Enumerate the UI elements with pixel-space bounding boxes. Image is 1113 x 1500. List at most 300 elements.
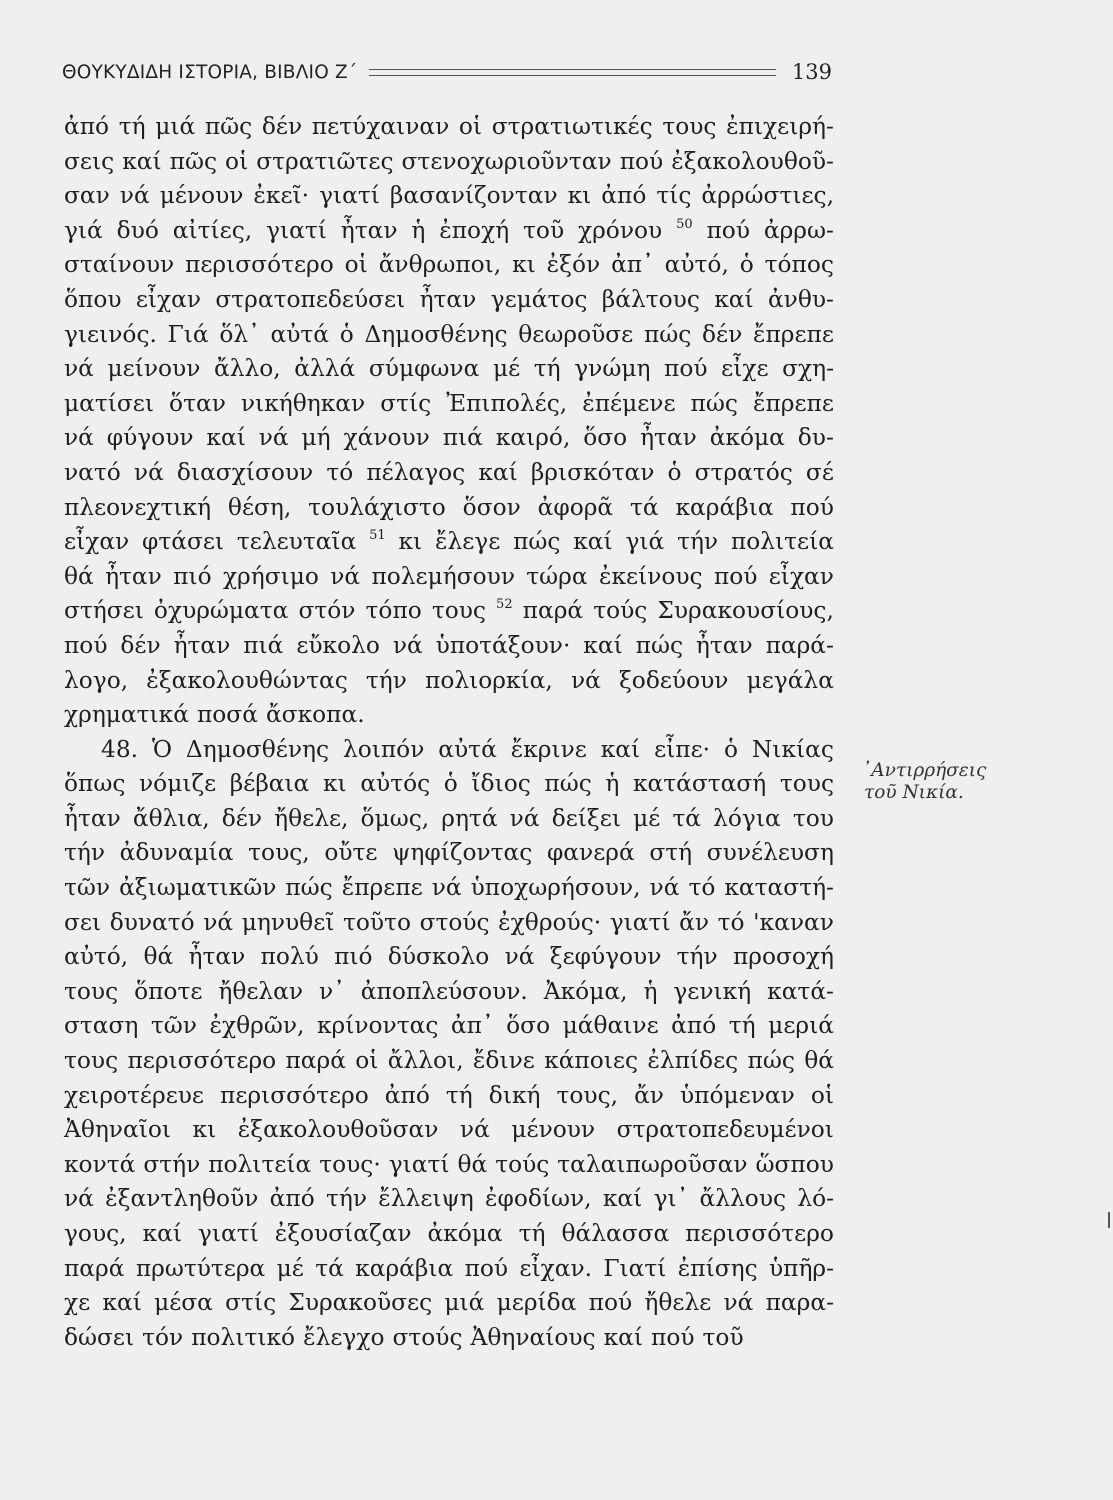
word: αὐτά [438, 735, 497, 763]
word: ἀφορᾶ [537, 493, 614, 521]
word: ἤθελε [644, 1289, 712, 1317]
word: μέσα [154, 1289, 213, 1317]
word: σαν [64, 182, 110, 210]
word: ἦταν [188, 943, 246, 971]
word: τους [431, 597, 486, 625]
word: ὅλ᾽ [219, 320, 260, 348]
word: νά [119, 182, 150, 210]
word: ἴδιος [471, 770, 531, 798]
word: αὐτός [360, 770, 431, 798]
text-line [64, 1182, 834, 1217]
word: τοῦ [702, 1323, 744, 1351]
word: ὅταν [169, 389, 226, 417]
word: τή [118, 113, 146, 140]
word: πού [713, 562, 758, 590]
word: γιατί [319, 182, 380, 210]
word: νά [570, 666, 601, 694]
word: ὅπου [64, 285, 122, 313]
word: μένουν [511, 1116, 596, 1144]
word: ἀπό [384, 1081, 430, 1109]
word: Ἀθηναῖοι [64, 1116, 171, 1144]
word: φανερά [546, 839, 635, 867]
word: νά [504, 943, 535, 971]
word: εἶχαν [64, 528, 130, 556]
word: ἀπό [269, 1185, 315, 1213]
word: τίς [656, 182, 692, 210]
word: οἱ [344, 251, 368, 279]
word: νά [258, 424, 289, 452]
word: χειροτέρευε [64, 1081, 204, 1109]
word: λοιπόν [342, 735, 425, 763]
word [676, 214, 693, 249]
word: ἔπρεπε [752, 320, 834, 348]
page-number: 139 [791, 60, 832, 84]
word: καί [600, 735, 641, 763]
word: μή [301, 424, 331, 452]
word: κρίνοντας [316, 1012, 439, 1040]
word: δική [488, 1081, 541, 1109]
word: γιεινός. [64, 320, 157, 348]
word: εἶχαν. [519, 1254, 593, 1282]
word: ἀρρω- [763, 216, 834, 244]
word: μεριά [768, 1012, 834, 1040]
word: μηνυθεῖ [241, 908, 335, 936]
word: μέ [492, 355, 521, 383]
running-head [62, 56, 832, 88]
word: ὅσο [583, 424, 628, 452]
text-line [64, 525, 834, 560]
word: πετύχαιναν [311, 113, 450, 140]
word: κάποιες [544, 1047, 639, 1075]
word: αὐτά [270, 320, 330, 348]
word: καταστή- [724, 874, 834, 902]
word: νικήθηκαν [240, 389, 366, 417]
text-line [64, 248, 834, 283]
word: μιά [444, 1289, 485, 1317]
word: οἱ [355, 1047, 379, 1075]
word: στούς [419, 908, 490, 936]
running-title: ΘΟΥΚΥΔΙΔΗ ΙΣΤΟΡΙΑ, ΒΙΒΛΙΟ Ζ΄ [62, 61, 358, 83]
word: τώρα [526, 562, 588, 590]
word: τόν [142, 1323, 184, 1351]
word: πού [651, 1323, 695, 1351]
word: θεωροῦσε [518, 320, 634, 348]
word: ἦταν [640, 424, 697, 452]
word: πολιορκία, [425, 666, 553, 694]
word: ρητά [441, 804, 498, 832]
word: ματίσει [64, 389, 155, 417]
word: τήν [64, 839, 106, 867]
word: τους, [556, 1081, 619, 1109]
word: 'καναν [753, 908, 834, 936]
text-line [64, 802, 834, 837]
word: πιό [173, 562, 212, 590]
word: τή [518, 1220, 546, 1247]
word: τά [315, 1254, 344, 1282]
word: δυνατό [109, 908, 195, 936]
word: αἰτίες, [172, 216, 253, 244]
word: ἀνθυ- [767, 285, 834, 313]
word: στενοχωριοῦνταν [401, 147, 612, 175]
word: ἡ [411, 216, 426, 244]
word: νά [431, 874, 462, 902]
word: ἐξακολουθοῦ- [671, 147, 834, 175]
word: μέ [276, 1254, 304, 1282]
word: πώς [635, 631, 683, 659]
word: ἐξαντληθοῦν [105, 1185, 259, 1213]
word: καιρό, [495, 424, 571, 452]
word: αὐτό, [664, 251, 729, 279]
word: ἐλπίδες [647, 1047, 739, 1075]
footnote-ref: 52 [496, 597, 513, 613]
word: γιά [625, 528, 665, 556]
word: νόμιζε [139, 770, 217, 798]
word: πολιτεία [730, 528, 834, 556]
text-line [64, 456, 834, 491]
word: του [792, 804, 834, 832]
word: σταίνουν [64, 251, 175, 279]
word: πού [790, 493, 834, 521]
word: πώς [513, 528, 561, 556]
word: ταλαιπωροῦσαν [557, 1150, 748, 1178]
word: νά [203, 908, 234, 936]
word: ὁ [723, 735, 739, 763]
word: ξεφύγουν [549, 943, 662, 971]
word: μάθαινε [562, 1012, 659, 1040]
word: τους [779, 770, 834, 798]
word: ἔπρεπε [341, 874, 423, 902]
word: ἐξακολουθοῦσαν [237, 1116, 439, 1144]
word: ὅσον [462, 493, 521, 521]
word: κοντά [64, 1150, 136, 1178]
word: δύσκολο [387, 943, 490, 971]
word: τόπος [764, 251, 834, 279]
word: νά [133, 458, 164, 486]
word: πιά [243, 631, 284, 659]
word: θά [143, 943, 174, 971]
word: Συρακουσίους, [657, 597, 834, 625]
word: στρατοπεδεύσει [215, 285, 406, 313]
word: παρά- [765, 631, 834, 659]
word: μένουν [159, 182, 244, 210]
word: χε [64, 1289, 91, 1317]
word: ὑποχωρήσουν, [470, 874, 641, 902]
word: ὑπῆρ- [768, 1254, 834, 1282]
text-line [64, 871, 834, 906]
word: ἄν [634, 1081, 664, 1109]
word: θέση, [227, 493, 292, 521]
word: πολύ [260, 943, 319, 971]
word: στήσει [64, 597, 144, 625]
text-line [64, 283, 834, 318]
word: καί [478, 458, 518, 486]
word: νά [64, 424, 94, 452]
word: Γιά [167, 320, 209, 348]
word: ἦταν [173, 631, 231, 659]
margin-note-line: ᾽Αντιρρήσεις [862, 760, 987, 781]
word: ἐχθρούς· [498, 908, 602, 936]
word: ὁ [339, 320, 354, 348]
text-line [64, 179, 834, 214]
word: τήν [365, 666, 407, 694]
word: λόγια [713, 804, 781, 832]
word: ἀκόμα [427, 1220, 503, 1247]
word: στίς [225, 1289, 277, 1317]
word: τήν [326, 1185, 368, 1213]
word: πού [64, 631, 108, 659]
word: σεις [64, 147, 115, 175]
word: ὁ [667, 458, 682, 486]
word: σχη- [782, 355, 834, 383]
word: τήν [676, 943, 718, 971]
word: στρατιωτικές [491, 113, 653, 140]
word: πολεμήσουν [371, 562, 515, 590]
word: στρατός [694, 458, 793, 486]
word: τους· [319, 1150, 381, 1178]
word: ἔλλειψη [378, 1185, 474, 1213]
word: στρατοπεδευμένοι [616, 1116, 834, 1144]
word: παρά [522, 597, 584, 625]
word: σει [64, 908, 102, 936]
text-line [64, 664, 834, 699]
text-line [64, 491, 834, 526]
word: τά [672, 804, 702, 832]
word: σταση [64, 1012, 139, 1040]
word: ἐχθρῶν, [209, 1012, 305, 1040]
word: τούς [495, 1150, 550, 1178]
word: ἦταν [340, 216, 398, 244]
word: γιατί [197, 1220, 259, 1247]
word: κατά- [767, 977, 834, 1005]
word: Νικίας [751, 735, 834, 763]
word: λογο, [64, 666, 129, 694]
word: ὅπως [64, 770, 126, 798]
word: Ἐπιπολές, [446, 389, 568, 417]
word: καί [573, 528, 613, 556]
word: ψηφίζοντας [392, 839, 533, 867]
word: καί [714, 285, 754, 313]
word: πρωτύτερα [135, 1254, 266, 1282]
word: στήν [143, 1150, 201, 1178]
word: περισσότερο [220, 1081, 369, 1109]
text-line [64, 1252, 834, 1287]
word: γενική [673, 977, 752, 1005]
word: τοῦ [523, 216, 565, 244]
word: πέλαγος [366, 458, 466, 486]
word: μιά [155, 113, 196, 140]
word: ἀπό [64, 113, 110, 140]
word: κι [192, 1116, 217, 1144]
word: ἐξόν [546, 251, 601, 279]
word: περισσότερο [127, 1047, 277, 1075]
word: ἐκεῖ· [253, 182, 310, 210]
word: βασανίζονταν [389, 182, 558, 210]
word: γνώμη [574, 355, 651, 383]
page-edge-mark [1108, 1212, 1110, 1228]
word: τή [533, 355, 561, 383]
word: χρηματικά [64, 701, 189, 729]
word: τουλάχιστο [308, 493, 446, 521]
word: πώς [747, 1047, 795, 1075]
word: παρα- [765, 1289, 834, 1317]
word: ἐπίσης [677, 1254, 758, 1282]
word: συνέλευση [706, 839, 834, 867]
word: ἀλλά [294, 355, 356, 383]
word: οἱ [458, 113, 483, 140]
word: ἄθλια, [132, 804, 210, 832]
word: νά [649, 874, 680, 902]
word: ὑπόμεναν [680, 1081, 795, 1109]
word: βάλτους [601, 285, 700, 313]
word: 48. [101, 735, 139, 763]
word: δέν [702, 320, 743, 348]
word: στούς [392, 1323, 463, 1351]
word: πώς [643, 320, 692, 348]
text-line [64, 560, 834, 595]
word: ἄν [679, 908, 710, 936]
word: εἶπε· [654, 735, 711, 763]
text-line [64, 318, 834, 353]
text-line [64, 352, 834, 387]
word: Συρακοῦσες [288, 1289, 433, 1317]
word: ὥσπου [755, 1150, 834, 1178]
word: εἶχαν [135, 285, 202, 313]
word: κι [323, 770, 347, 798]
word: πού [664, 355, 708, 383]
word: μέ [633, 804, 661, 832]
word: νά [723, 1289, 754, 1317]
word: ἦταν [695, 631, 753, 659]
word: ἀπό [601, 182, 647, 210]
word: διασχίσουν [176, 458, 314, 486]
word: νά [509, 804, 540, 832]
word: πού [464, 1254, 509, 1282]
word: πού [619, 147, 664, 175]
footnote-ref: 50 [676, 216, 693, 232]
word: ἔκρινε [510, 735, 587, 763]
word: καί [206, 424, 246, 452]
word: πῶς [169, 147, 218, 175]
word: δώσει [64, 1323, 135, 1351]
word: χάνουν [343, 424, 430, 452]
word: δέν [261, 113, 303, 140]
word: νά [330, 562, 361, 590]
word: Δημοσθένης [364, 320, 508, 348]
word: ἡ [605, 770, 620, 798]
word: οἱ [225, 147, 249, 175]
word: τους [662, 113, 717, 140]
word: καί [142, 1220, 182, 1247]
word: ἦταν [105, 562, 162, 590]
word: ἤθελε, [274, 804, 349, 832]
word: τελευταῖα [236, 528, 357, 556]
word: ὅποτε [134, 977, 203, 1005]
word: τό [326, 458, 354, 486]
word: λό- [797, 1185, 834, 1213]
word: δείξει [551, 804, 621, 832]
margin-note [862, 760, 1012, 804]
word: περισσότερο [685, 1220, 834, 1247]
word: καί [603, 1323, 644, 1351]
text-line [64, 145, 834, 180]
word: καί [102, 1289, 142, 1317]
word: δυό [116, 216, 159, 244]
word: ἐποχή [439, 216, 510, 244]
word: πώς [285, 874, 333, 902]
word: Γιατί [603, 1254, 667, 1282]
word: δέν [221, 804, 263, 832]
word: βρισκόταν [530, 458, 655, 486]
word: τή [445, 1081, 473, 1109]
word: στόν [298, 597, 356, 625]
text-line [64, 733, 834, 768]
margin-note-line: τοῦ Νικία. [864, 782, 964, 803]
word: νά [64, 355, 94, 383]
word: γιατί [388, 1150, 450, 1178]
word: θά [64, 562, 94, 590]
word: πιά [442, 424, 483, 452]
word: θά [457, 1150, 488, 1178]
word: πολιτεία [208, 1150, 312, 1178]
word: ἀπ᾽ [450, 1012, 494, 1040]
word: εὔκολο [296, 631, 380, 659]
text-line [64, 836, 834, 871]
word: ἦταν [419, 285, 477, 313]
word: εἶχαν [768, 562, 834, 590]
text-line [64, 1286, 834, 1321]
word: χρόνου [577, 216, 663, 244]
word: θάλασσα [561, 1220, 670, 1247]
word: περισσότερο [185, 251, 334, 279]
word: ἐξουσίαζαν [274, 1220, 412, 1247]
word: ἀρρώστιες, [701, 182, 834, 210]
word: μερίδα [496, 1289, 577, 1317]
word: Ἀθηναίους [470, 1323, 596, 1351]
word [496, 594, 513, 629]
word: γιά [64, 216, 103, 244]
word: ἀδυναμία [119, 839, 234, 867]
word: τόπο [365, 597, 422, 625]
word: εἶχε [721, 355, 769, 383]
word: πώς [690, 389, 738, 417]
word: καί [583, 631, 623, 659]
word: δυ- [797, 424, 834, 452]
word: βέβαια [229, 770, 310, 798]
word: ἀποπλεύσουν. [360, 977, 528, 1005]
word: τῶν [150, 1012, 197, 1040]
word: ἐπέμενε [582, 389, 676, 417]
word: ἔδινε [472, 1047, 535, 1075]
word: θά [804, 1047, 834, 1075]
word: στίς [380, 389, 432, 417]
word: αὐτό, [64, 943, 129, 971]
text-line [64, 1009, 834, 1044]
word: στή [649, 839, 693, 867]
word: τή [728, 1012, 756, 1040]
text-line [64, 906, 834, 941]
word: ἦταν [64, 804, 121, 832]
word: καράβια [355, 1254, 454, 1282]
word: ὅμως, [360, 804, 430, 832]
word: πολιτικό [191, 1323, 296, 1351]
word: ἐπιχειρή- [726, 113, 834, 140]
word: τούς [593, 597, 648, 625]
word: τῶν [64, 874, 111, 902]
text-line [64, 1217, 834, 1252]
word: ξοδεύουν [618, 666, 729, 694]
text-line [64, 940, 834, 975]
word: οὔτε [324, 839, 378, 867]
